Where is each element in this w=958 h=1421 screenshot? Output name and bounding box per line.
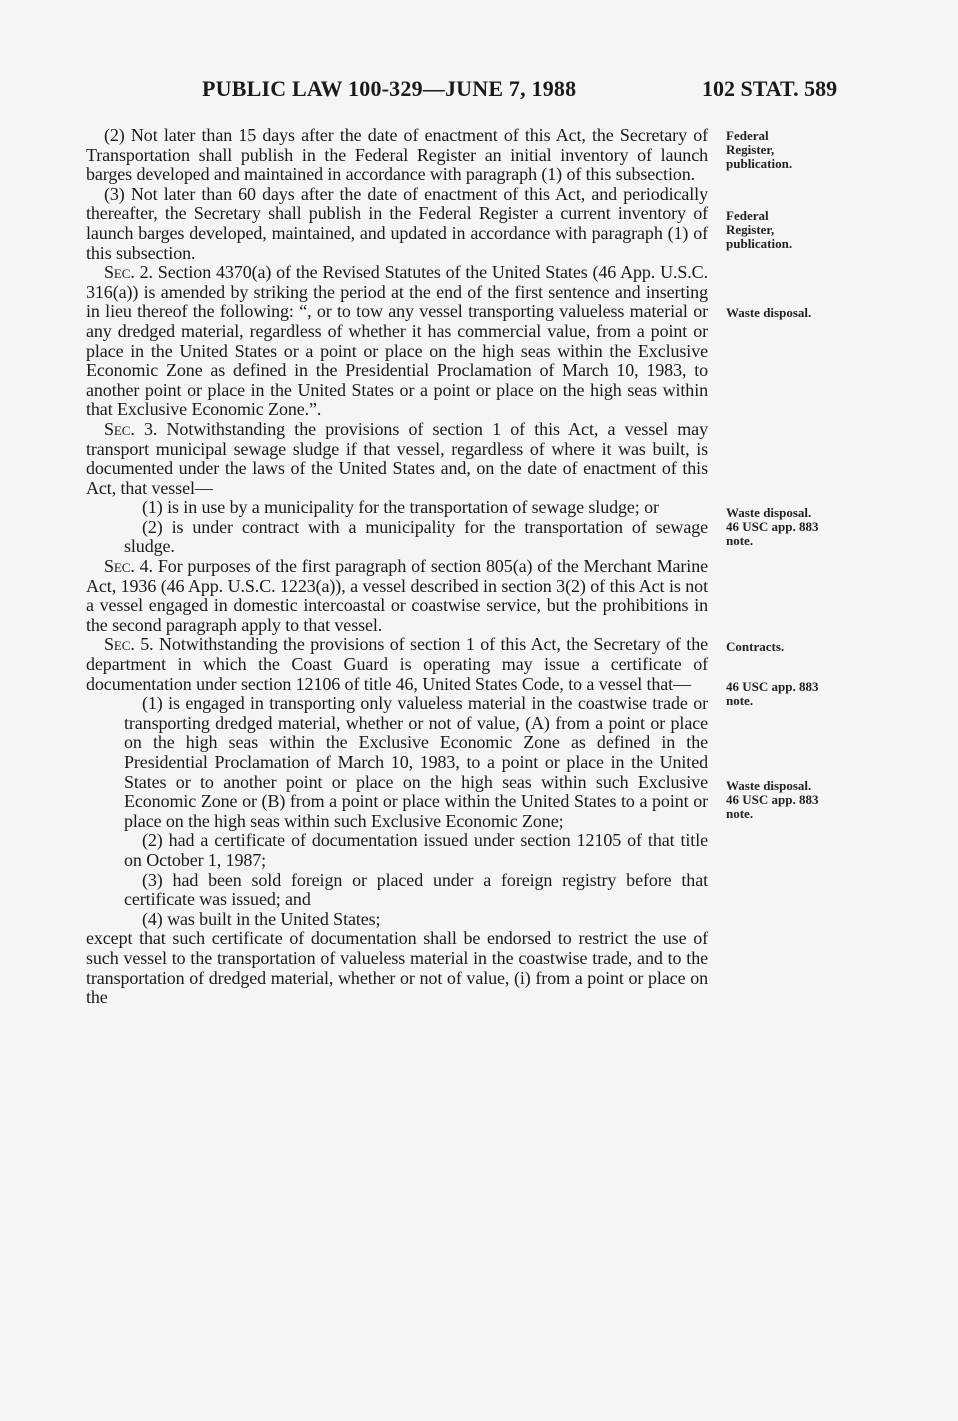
- margin-note: Contracts.: [726, 639, 785, 654]
- law-body-text: [86, 126, 708, 1008]
- law-title: PUBLIC LAW 100-329—JUNE 7, 1988: [202, 76, 577, 101]
- stat-page-number: 102 STAT. 589: [702, 76, 838, 101]
- section-label: Sec. 2.: [104, 262, 153, 283]
- paragraph: except that such certificate of documentation shall be endorsed to restrict the use of such vessel to the transportation of valueless material in the coastwise trade, and to the transportation of dredged material, whether or not of value, (i) from a point or place on the: [86, 928, 708, 1008]
- list-item: (2) had a certificate of documentation issued under section 12105 of that title on October 1, 1987;: [124, 830, 708, 870]
- section-paragraph: Sec. 5. Notwithstanding the provisions of section 1 of this Act, the Secretary of the department in which the Coast Guard is operating may issue a certificate of documentation under section 12106 of title 46, United States Code, to a vessel that—: [86, 634, 708, 694]
- margin-note: Federal Register, publication.: [726, 208, 793, 251]
- list-item: (1) is engaged in transporting only valueless material in the coastwise trade or transporting dredged material, whether or not of value, (A) from a point or place on the high seas within the Exclusive Economic Zone as defined in the Presidential Proclamation of March 10, 1983, to a point or place in the United States or to another point or place on the high seas within such Exclusive Economic Zone or (B) from a point or place within the United States to a point or place on the high seas within such Exclusive Economic Zone;: [124, 693, 708, 831]
- section-label: Sec. 4.: [104, 556, 153, 577]
- paragraph: (3) Not later than 60 days after the date of enactment of this Act, and periodically thereafter, the Secretary shall publish in the Federal Register a current inventory of launch barges developed, maintained, and updated in accordance with paragraph (1) of this subsection.: [86, 183, 708, 263]
- paragraph: (2) Not later than 15 days after the date of enactment of this Act, the Secretary of Transportation shall publish in the Federal Register an initial inventory of launch barges developed and maintained in accordance with paragraph (1) of this subsection.: [86, 125, 708, 185]
- list-item: (2) is under contract with a municipality for the transportation of sewage sludge.: [124, 516, 708, 557]
- section-label: Sec. 5.: [104, 634, 154, 655]
- margin-note: Waste disposal. 46 USC app. 883 note.: [726, 505, 819, 548]
- section-paragraph: Sec. 3. Notwithstanding the provisions of section 1 of this Act, a vessel may transport municipal sewage sludge if that vessel, regardless of where it was built, is documented under the laws of the United States and, on the date of enactment of this Act, that vessel—: [86, 418, 708, 498]
- margin-note: Waste disposal. 46 USC app. 883 note.: [726, 778, 819, 821]
- list-item: (1) is in use by a municipality for the transportation of sewage sludge; or: [142, 497, 659, 518]
- margin-note: Federal Register, publication.: [726, 128, 793, 171]
- section-paragraph: Sec. 2. Section 4370(a) of the Revised Statutes of the United States (46 App. U.S.C. 316(a)) is amended by striking the period at the end of the first sentence and inserting in lieu thereof the following: “, or to tow any vessel transporting valueless material or any dredged material, regardless of whether it has commercial value, from a point or place in the United States or a point or place on the high seas within the Exclusive Economic Zone as defined in the Presidential Proclamation of March 10, 1983, to another point or place in the United States or a point or place on the high seas within that Exclusive Economic Zone.”.: [86, 262, 708, 420]
- page-header: [0, 76, 958, 106]
- list-item: (3) had been sold foreign or placed under a foreign registry before that certificate was issued; and: [124, 869, 708, 910]
- margin-note: Waste disposal.: [726, 305, 812, 320]
- list-item: (4) was built in the United States;: [142, 908, 381, 929]
- margin-note: 46 USC app. 883 note.: [726, 679, 819, 708]
- section-paragraph: Sec. 4. For purposes of the first paragraph of section 805(a) of the Merchant Marine Act, 1936 (46 App. U.S.C. 1223(a)), a vessel described in section 3(2) of this Act is not a vessel engaged in domestic intercoastal or coastwise service, but the prohibitions in the second paragraph apply to that vessel.: [86, 556, 708, 635]
- section-label: Sec. 3.: [104, 418, 158, 439]
